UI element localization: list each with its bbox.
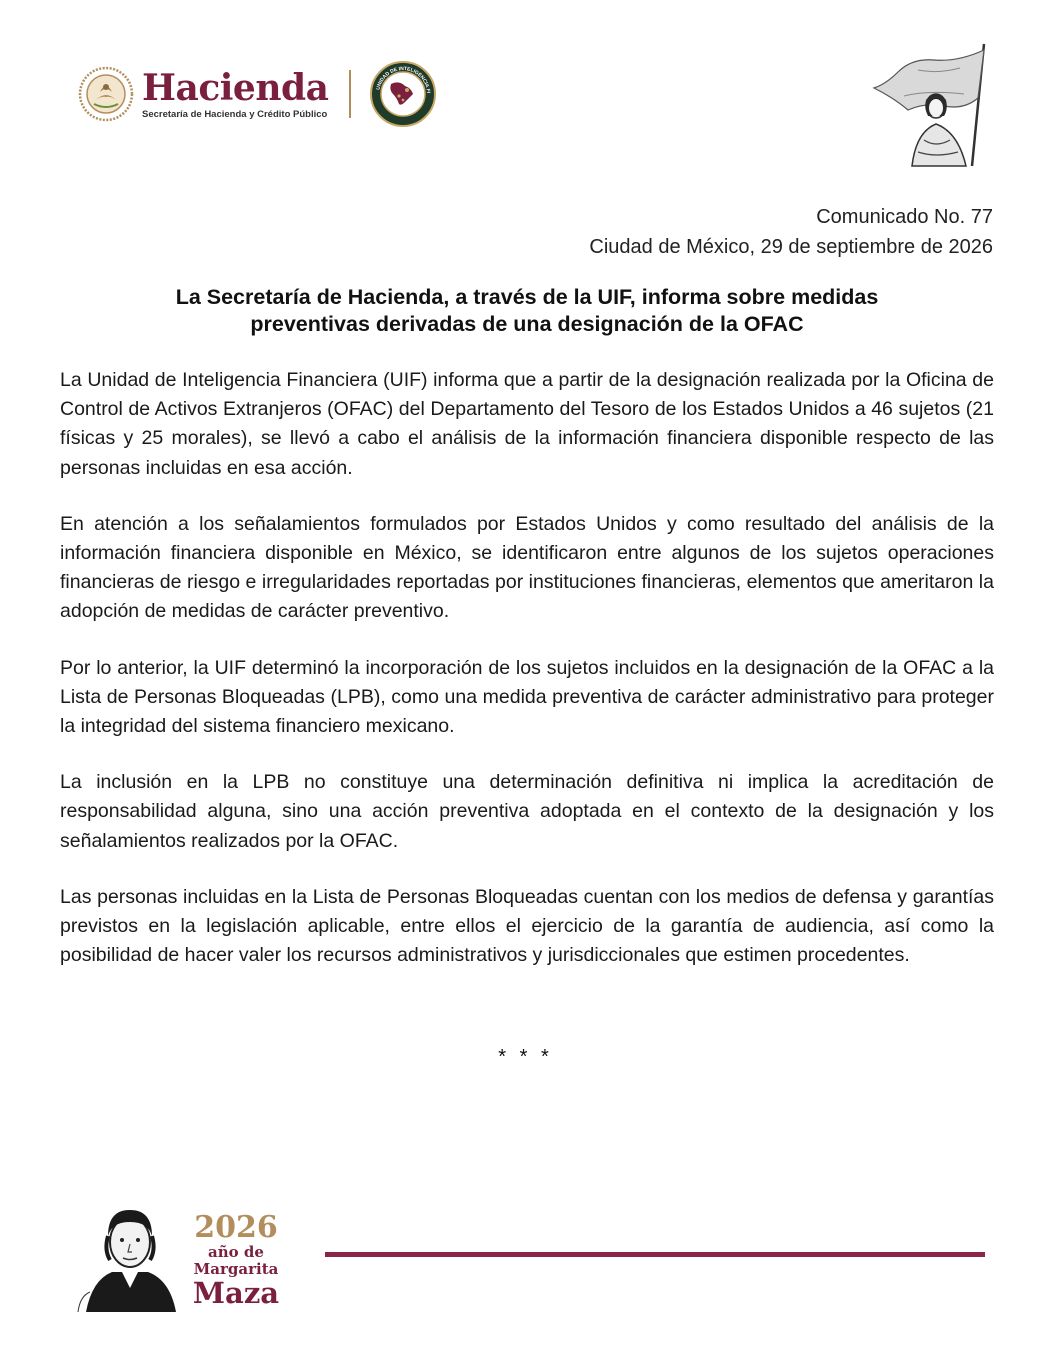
body-paragraph: La Unidad de Inteligencia Financiera (UIF) informa que a partir de la designación realizada por la Oficina de Control de Activos Extranjeros (OFAC) del Departamento del Tesoro de los Estados Unidos a 46 sujetos (21 físicas y 25 morales), se llevó a cabo el análisis de la información financiera disponible respecto de las personas incluidas en esa acción.	[60, 369, 994, 479]
header	[78, 62, 437, 126]
closing-asterisks: * * *	[498, 1046, 553, 1068]
document-title	[60, 284, 994, 338]
body-paragraph: En atención a los señalamientos formulados por Estados Unidos y como resultado del análisis de la información financiera disponible en México, se identificaron entre algunos de los sujetos operaciones financieras de riesgo e irregularidades reportadas por instituciones financieras, elementos que ameritaron la adopción de medidas de carácter preventivo.	[60, 512, 994, 623]
place-date: Ciudad de México, 29 de septiembre de 2026	[589, 236, 993, 258]
footer-year-of: año de	[208, 1243, 264, 1261]
body-paragraph: Por lo anterior, la UIF determinó la incorporación de los sujetos incluidos en la designación de la OFAC a la Lista de Personas Bloqueadas (LPB), como una medida preventiva de carácter administrativo para proteger la integridad del sistema financiero mexicano.	[60, 656, 994, 738]
title-line-1: La Secretaría de Hacienda, a través de la UIF, informa sobre medidas	[175, 285, 879, 309]
footer-name-last: Maza	[192, 1276, 280, 1310]
body-paragraph: La inclusión en la LPB no constituye una determinación definitiva ni implica la acreditación de responsabilidad alguna, sino una acción preventiva adoptada en el contexto de la designación y los señalamientos realizados por la OFAC.	[60, 771, 994, 852]
release-meta	[589, 202, 993, 262]
footer-name-first: Margarita	[193, 1260, 279, 1278]
footer-divider-line	[325, 1252, 985, 1257]
title-line-2: preventivas derivadas de una designación de la OFAC	[250, 312, 804, 336]
footer-year: 2026	[194, 1210, 278, 1245]
uif-seal-icon	[369, 60, 437, 128]
brand-subtitle: Secretaría de Hacienda y Crédito Público	[142, 108, 328, 120]
mexican-coat-of-arms-icon	[78, 66, 134, 122]
header-divider	[349, 70, 351, 118]
brand-name: Hacienda	[142, 66, 329, 109]
uif-seal-text: UNIDAD DE INTELIGENCIA FI	[374, 65, 431, 94]
release-number: Comunicado No. 77	[816, 206, 993, 228]
margarita-maza-portrait	[72, 1200, 188, 1312]
flag-heroine-illustration	[868, 40, 996, 170]
document-body	[60, 366, 994, 997]
brand-block	[142, 66, 329, 120]
body-paragraph: Las personas incluidas en la Lista de Personas Bloqueadas cuentan con los medios de defensa y garantías previstos en la legislación aplicable, entre ellos el ejercicio de la garantía de audiencia, así como la posibilidad de hacer valer los recursos administrativos y jurisdiccionales que estimen procedentes.	[60, 885, 994, 967]
year-of-margarita-maza-logo	[186, 1212, 286, 1308]
